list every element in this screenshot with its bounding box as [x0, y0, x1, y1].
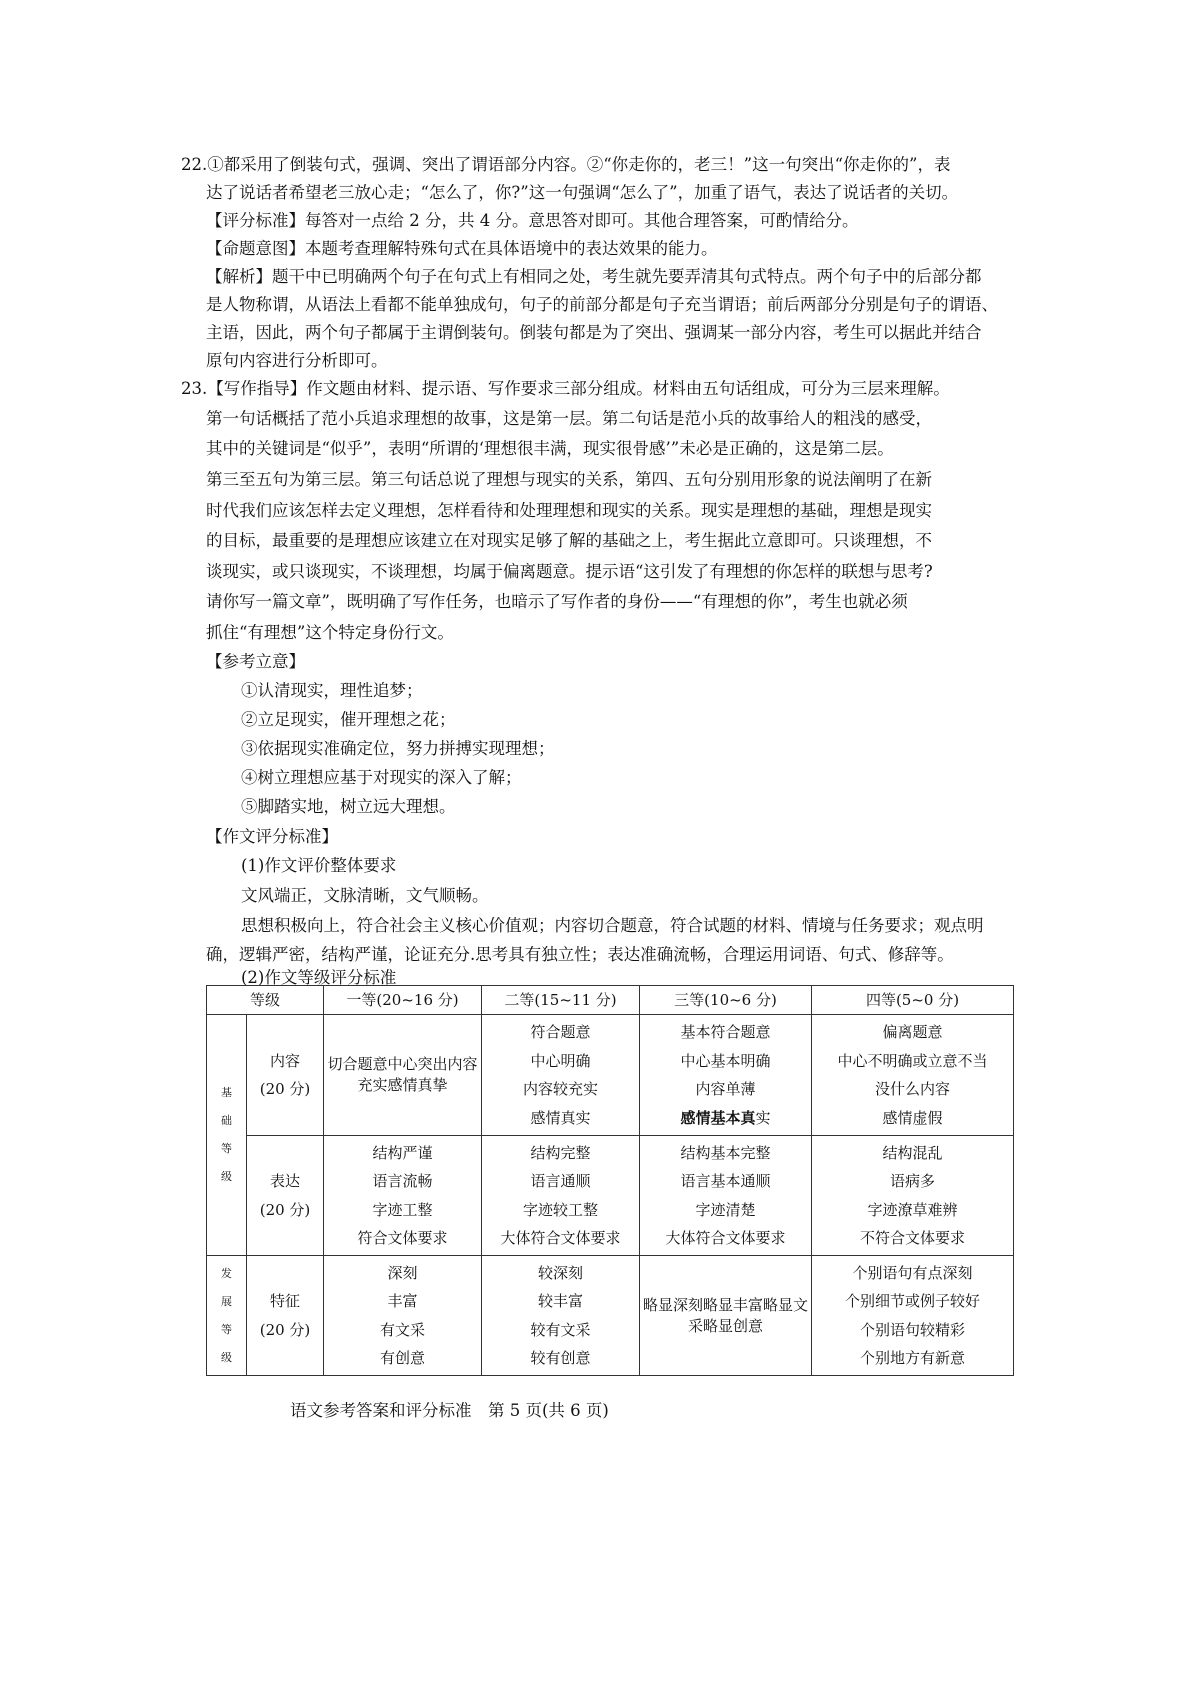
q23-guide-7: 谈现实，或只谈现实，不谈理想，均属于偏离题意。提示语“这引发了有理想的你怎样的联想与思考?: [206, 562, 933, 581]
expression-label: 表达: [270, 1172, 301, 1190]
content-grade-3: 基本符合题意 中心基本明确 内容单薄 感情基本真实: [640, 1015, 812, 1136]
q22-line-1: 22.①都采用了倒装句式，强调、突出了谓语部分内容。②“你走你的，老三！”这一句突出“你走你的”，表: [181, 155, 951, 174]
feature-grade-1: 深刻 丰富 有文采 有创意: [324, 1256, 482, 1376]
q23-guide-9: 抓住“有理想”这个特定身份行文。: [206, 623, 454, 642]
expression-label-cell: [247, 1136, 324, 1256]
expression-grade-1: 结构严谨 语言流畅 字迹工整 符合文体要求: [324, 1136, 482, 1256]
q22-analysis-3: 主语，因此，两个句子都属于主谓倒装句。倒装句都是为了突出、强调某一部分内容，考生可以据此并结合: [206, 323, 982, 342]
content-label: 内容: [270, 1051, 301, 1070]
feature-grade-4: 个别语句有点深刻 个别细节或例子较好 个别语句较精彩 个别地方有新意: [812, 1256, 1014, 1376]
feature-points: (20 分): [259, 1320, 311, 1339]
table-row-feature: [207, 1256, 1014, 1376]
feature-grade-3: 略显深刻略显丰富略显文 采略显创意: [640, 1256, 812, 1376]
expression-grade-4: 结构混乱 语病多 字迹潦草难辨 不符合文体要求: [812, 1136, 1014, 1256]
overall-requirement-line: 文风端正，文脉清晰，文气顺畅。: [241, 886, 489, 905]
ref-intent-title: 【参考立意】: [206, 652, 305, 671]
group-development-level: 发 展 等 级: [207, 1256, 247, 1376]
q23-guide-2: 第一句话概括了范小兵追求理想的故事，这是第一层。第二句话是范小兵的故事给人的粗浅的感受，: [206, 409, 932, 428]
ref-intent-item: ③依据现实准确定位，努力拼搏实现理想；: [241, 739, 555, 758]
ref-intent-item: ④树立理想应基于对现实的深入了解；: [241, 768, 522, 787]
q23-guide-1: 23.【写作指导】作文题由材料、提示语、写作要求三部分组成。材料由五句话组成，可分为三层来理解。: [181, 379, 950, 398]
feature-label: 特征: [270, 1292, 301, 1310]
header-grade-3: 三等(10~6 分): [640, 986, 812, 1015]
q22-analysis-2: 是人物称谓，从语法上看都不能单独成句，句子的前部分都是句子充当谓语；前后两部分分别是句子的谓语、: [206, 295, 998, 314]
essay-standard-title: 【作文评分标准】: [206, 827, 338, 846]
q23-guide-5: 时代我们应该怎样去定义理想，怎样看待和处理理想和现实的关系。现实是理想的基础，理想是现实: [206, 501, 932, 520]
q23-guide-6: 的目标，最重要的是理想应该建立在对现实足够了解的基础之上，考生据此立意即可。只谈理想，不: [206, 531, 932, 550]
header-grade-2: 二等(15~11 分): [482, 986, 640, 1015]
group-basic-level: 基 础 等 级: [207, 1015, 247, 1256]
ref-intent-item: ⑤脚踏实地，树立远大理想。: [241, 797, 456, 816]
content-grade-1: 切合题意中心突出内容 充实感情真挚: [324, 1015, 482, 1136]
overall-requirement-para-1: 思想积极向上，符合社会主义核心价值观；内容切合题意，符合试题的材料、情境与任务要求；观点明: [241, 916, 984, 935]
table-row-content: [207, 1015, 1014, 1136]
feature-grade-2: 较深刻 较丰富 较有文采 较有创意: [482, 1256, 640, 1376]
content-grade-2: 符合题意 中心明确 内容较充实 感情真实: [482, 1015, 640, 1136]
q22-line-2: 达了说话者希望老三放心走；“怎么了，你?”这一句强调“怎么了”，加重了语气，表达了说话者的关切。: [206, 183, 959, 202]
table-row-expression: [207, 1136, 1014, 1256]
q22-intent: 【命题意图】本题考查理解特殊句式在具体语境中的表达效果的能力。: [206, 239, 718, 258]
grading-table: [206, 985, 1014, 1376]
expression-grade-3: 结构基本完整 语言基本通顺 字迹清楚 大体符合文体要求: [640, 1136, 812, 1256]
table-header-row: [207, 986, 1014, 1015]
q22-analysis-1: 【解析】题干中已明确两个句子在句式上有相同之处，考生就先要弄清其句式特点。两个句子中的后部分都: [206, 267, 982, 286]
q23-guide-8: 请你写一篇文章”，既明确了写作任务，也暗示了写作者的身份——“有理想的你”，考生也就必须: [206, 592, 908, 611]
q22-analysis-4: 原句内容进行分析即可。: [206, 351, 388, 370]
content-points: (20 分): [259, 1080, 311, 1098]
header-level: 等级: [207, 986, 324, 1015]
overall-requirement-title: (1)作文评价整体要求: [241, 856, 397, 875]
feature-label-cell: [247, 1256, 324, 1376]
header-grade-1: 一等(20~16 分): [324, 986, 482, 1015]
content-label-cell: [247, 1015, 324, 1136]
q23-guide-4: 第三至五句为第三层。第三句话总说了理想与现实的关系，第四、五句分别用形象的说法阐明了在新: [206, 470, 932, 489]
q22-score-standard: 【评分标准】每答对一点给 2 分，共 4 分。意思答对即可。其他合理答案，可酌情给分。: [206, 211, 859, 230]
ref-intent-item: ①认清现实，理性追梦；: [241, 681, 423, 700]
header-grade-4: 四等(5~0 分): [812, 986, 1014, 1015]
expression-points: (20 分): [259, 1200, 311, 1219]
page-footer: 语文参考答案和评分标准 第 5 页(共 6 页): [290, 1401, 609, 1420]
ref-intent-item: ②立足现实，催开理想之花；: [241, 710, 456, 729]
grade-standard-title: (2)作文等级评分标准: [241, 968, 397, 987]
expression-grade-2: 结构完整 语言通顺 字迹较工整 大体符合文体要求: [482, 1136, 640, 1256]
overall-requirement-para-2: 确，逻辑严密，结构严谨，论证充分.思考具有独立性；表达准确流畅，合理运用词语、句式、修辞等。: [206, 945, 954, 964]
q23-guide-3: 其中的关键词是“似乎”，表明“所谓的‘理想很丰满，现实很骨感’”未必是正确的，这是第二层。: [206, 439, 894, 458]
content-grade-4: 偏离题意 中心不明确或立意不当 没什么内容 感情虚假: [812, 1015, 1014, 1136]
